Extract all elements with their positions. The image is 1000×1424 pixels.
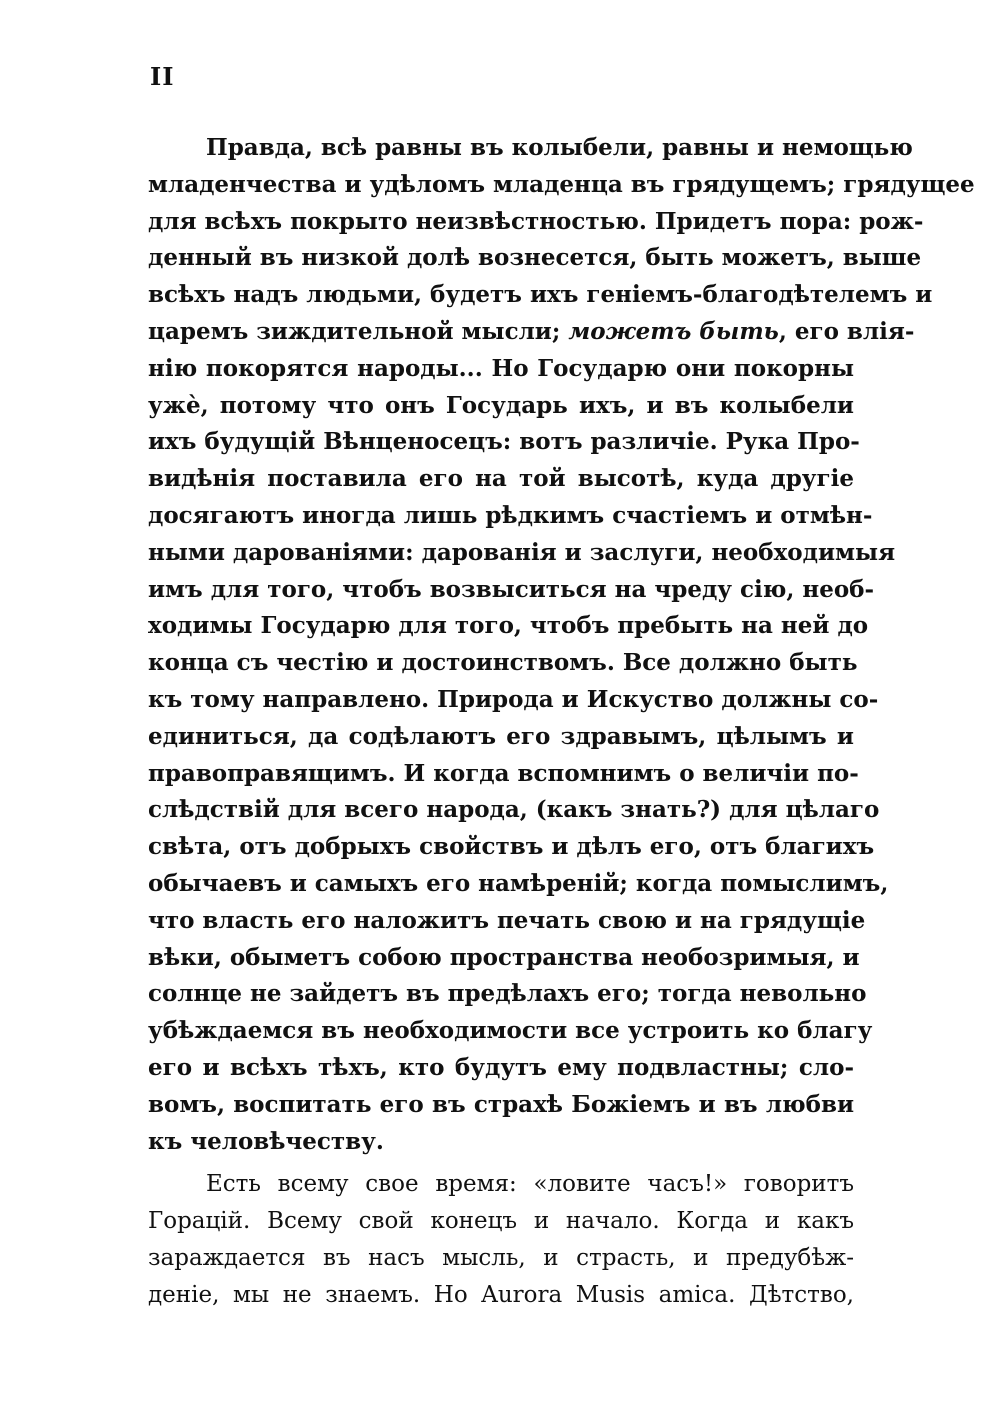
text-line: вомъ, воспитать его въ страхѣ Божіемъ и въ любви (148, 1090, 854, 1118)
text-line: имъ для того, чтобъ возвыситься на чреду сію, необ- (148, 575, 875, 603)
text-line: видѣнія поставила его на той высотѣ, куда другіе (148, 465, 854, 493)
text-line: слѣдствій для всего народа, (какъ знать?) для цѣлаго (148, 796, 880, 824)
page-number: II (150, 62, 175, 91)
text-line: ными дарованіями: дарованія и заслуги, необходимыя (148, 538, 896, 566)
italic-phrase: можетъ быть (568, 317, 779, 345)
text-line: нію покорятся народы... Но Государю они покорны (148, 354, 854, 382)
text-line: ихъ будущій Вѣнценосецъ: вотъ различіе. Рука Про- (148, 428, 860, 456)
text-line: къ тому направлено. Природа и Искуство должны со- (148, 685, 879, 713)
text-span: царемъ зиждительной мысли; (148, 317, 561, 345)
text-line: конца съ честію и достоинствомъ. Все должно быть (148, 649, 858, 677)
body-text (148, 130, 975, 1314)
text-line: Есть всему свое время: «ловите часъ!» говоритъ (206, 1171, 854, 1198)
text-line: обычаевъ и самыхъ его намѣреній; когда помыслимъ, (148, 869, 889, 897)
text-line: Правда, всѣ равны въ колыбели, равны и немощью (206, 134, 913, 161)
text-line: деніе, мы не знаемъ. Но Aurora Musis amica. Дѣтство, (148, 1281, 854, 1308)
text-line-with-italic (148, 314, 915, 351)
text-line: единиться, да содѣлаютъ его здравымъ, цѣлымъ и (148, 722, 854, 750)
text-line: къ человѣчеству. (148, 1127, 384, 1155)
text-line: всѣхъ надъ людьми, будетъ ихъ геніемъ-благодѣтелемъ и (148, 281, 933, 309)
text-line: ходимы Государю для того, чтобъ пребыть на ней до (148, 612, 869, 640)
text-line: его и всѣхъ тѣхъ, кто будутъ ему подвластны; сло- (148, 1053, 854, 1081)
text-line: вѣки, обыметъ собою пространства необозримыя, и (148, 943, 860, 971)
text-line: солнце не зайдетъ въ предѣлахъ его; тогда невольно (148, 980, 867, 1008)
text-line: ужѐ, потому что онъ Государь ихъ, и въ колыбели (148, 391, 854, 419)
text-line: денный въ низкой долѣ вознесется, быть можетъ, выше (148, 244, 922, 272)
text-line: Горацій. Всему свой конецъ и начало. Когда и какъ (148, 1208, 854, 1235)
text-line: свѣта, отъ добрыхъ свойствъ и дѣлъ его, отъ благихъ (148, 833, 875, 861)
text-line: младенчества и удѣломъ младенца въ грядущемъ; грядущее (148, 170, 975, 198)
text-line: правоправящимъ. И когда вспомнимъ о величіи по- (148, 759, 859, 787)
text-line: что власть его наложитъ печать свою и на грядущіе (148, 906, 866, 934)
text-line: зараждается въ насъ мысль, и страсть, и предубѣж- (148, 1244, 854, 1271)
text-line: для всѣхъ покрыто неизвѣстностью. Придетъ пора: рож- (148, 207, 924, 235)
text-line: убѣждаемся въ необходимости все устроить ко благу (148, 1017, 873, 1045)
text-line: досягаютъ иногда лишь рѣдкимъ счастіемъ и отмѣн- (148, 501, 873, 529)
text-span: , его влія- (778, 317, 915, 345)
